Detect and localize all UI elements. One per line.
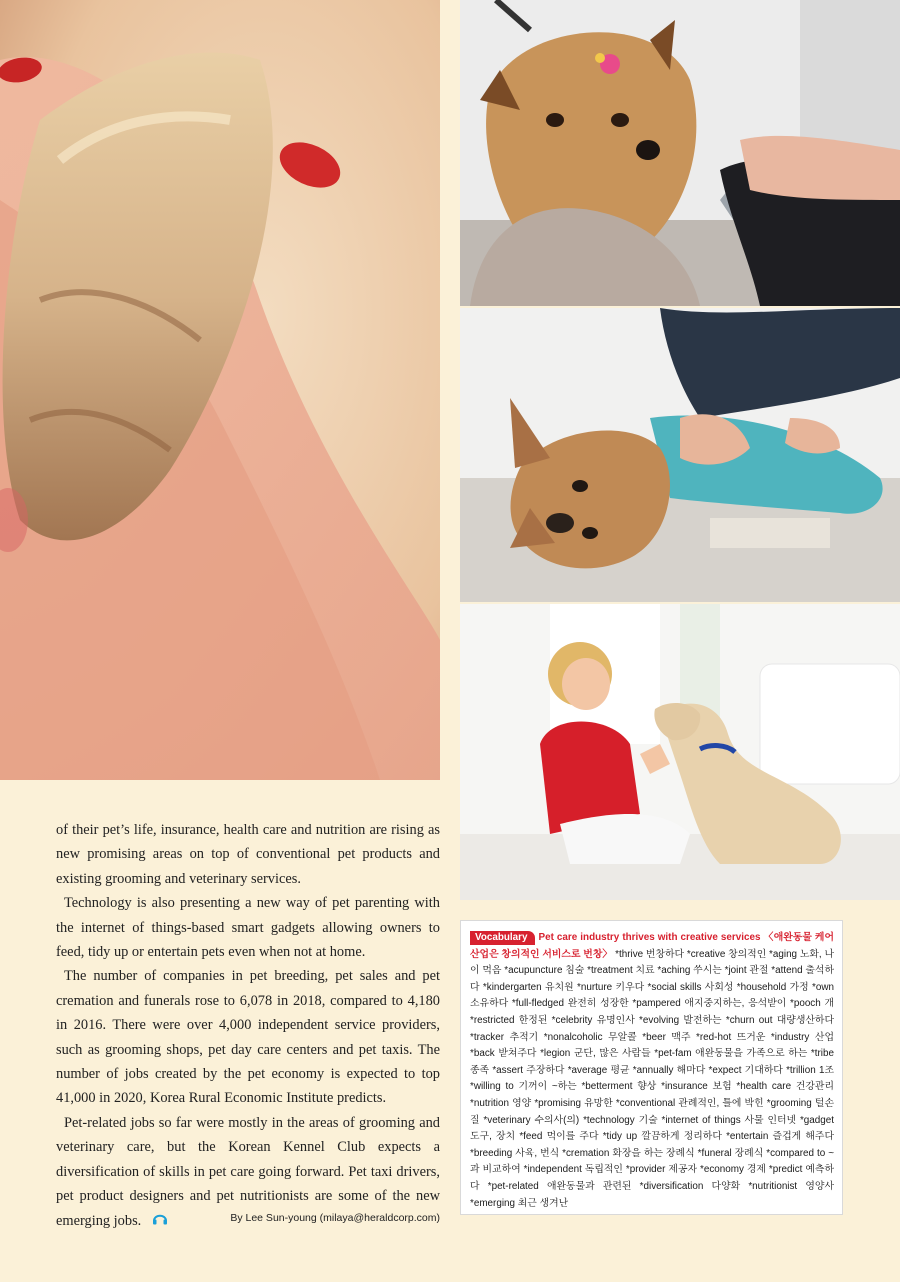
photo-child-with-dog	[460, 604, 900, 900]
article-paragraph: Technology is also presenting a new way of pet parenting with the internet of things-based smart gadgets allowing owners to feed, tidy up or entertain pets even when not at home.	[56, 895, 440, 961]
vocabulary-list: *thrive 번창하다 *creative 창의적인 *aging 노화, 나이 먹음 *acupuncture 침술 *treatment 치료 *aching 쑤시는 *joint 관절 *attend 출석하다 *kindergarten 유치원 *nurture 키우다 *social skills 사회성 *household 가정 *own 소유하다 *full-fledged 완전히 성장한 *pampered 애지중지하는, 응석받이 *pooch 개 *restricted 한정된 *celebrity 유명인사 *evolving 발전하는 *churn out 대량생산하다 *tracker 추적기 *nonalcoholic 무알콜 *beer 맥주 *red-hot 뜨거운 *industry 산업 *back 받쳐주다 *legion 군단, 많은 사람들 *pet-fam 애완동물을 가족으로 하는 *tribe 종족 *assert 주장하다 *average 평균 *annually 해마다 *expect 기대하다 *trillion 1조 *willing to 기꺼이 ~하는 *betterment 향상 *insurance 보험 *health care 건강관리 *nutrition 영양 *promising 유망한 *conventional 관례적인, 틀에 박힌 *grooming 털손질 *veterinary 수의사(의) *technology 기술 *internet of things 사물 인터넷 *gadget 도구, 장치 *feed 먹이를 주다 *tidy up 깔끔하게 정리하다 *entertain 즐겁게 해주다 *breeding 사육, 번식 *cremation 화장을 하는 장례식 *funeral 장례식 *compared to ~과 비교하여 *independent 독립적인 *provider 제공자 *economy 경제 *predict 예측하다 *pet-related 애완동물과 관련된 *diversification 다양화 *nutritionist 영양사 *emerging 최근 생겨난	[470, 948, 834, 1209]
article-paragraph: of their pet’s life, insurance, health care and nutrition are rising as new promising areas on top of conventional pet products and existing grooming and veterinary services.	[56, 822, 440, 887]
article-body	[56, 818, 440, 1233]
vocabulary-box	[460, 920, 843, 1215]
photo-french-bulldog-vet	[460, 308, 900, 602]
vocabulary-headline: Pet care industry thrives with creative services 〈애완동물 케어 산업은 창의적인 서비스로 번창〉	[470, 932, 834, 960]
vocabulary-tag: Vocabulary	[470, 931, 535, 945]
byline: By Lee Sun-young (milaya@heraldcorp.com)	[230, 1212, 440, 1224]
article-paragraph-text: Pet-related jobs so far were mostly in the areas of grooming and veterinary care, but the Korean Kennel Club expects a diversification of skills in pet care going forward. Pet taxi drivers, pet product designers and pet nutritionists are some of the new emerging jobs.	[56, 1114, 440, 1229]
photo-hand-holding-dog-paw	[0, 0, 440, 780]
article-paragraph: The number of companies in pet breeding, pet sales and pet cremation and funerals rose to 6,078 in 2018, compared to 4,180 in 2016. There were over 4,000 independent service providers, such as grooming shops, pet day care centers and pet taxis. The number of jobs created by the pet economy is expected to top 41,000 in 2020, Korea Rural Economic Institute predicts.	[56, 968, 440, 1107]
headphones-icon	[144, 1209, 168, 1233]
photo-yorkshire-terrier-grooming	[460, 0, 900, 306]
